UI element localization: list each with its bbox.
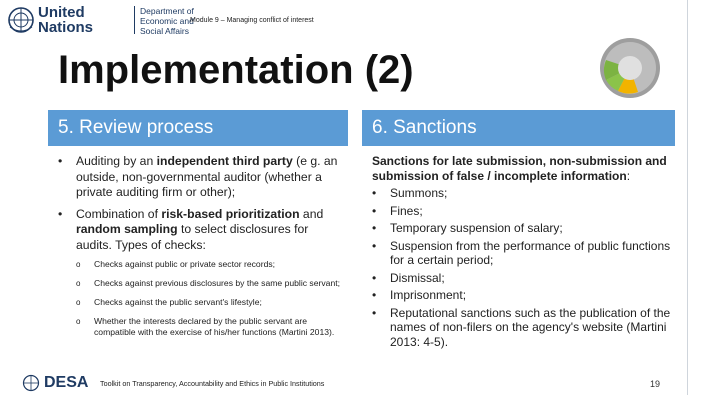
sub-bullet-icon: o [76, 279, 81, 288]
header-divider [134, 6, 135, 34]
sanction-text: Temporary suspension of salary; [390, 221, 563, 235]
page-number: 19 [650, 379, 661, 389]
dept-line-2: Economic and [140, 16, 194, 26]
un-wordmark [38, 5, 93, 35]
sanctions-content [372, 154, 672, 352]
bullet1-text-a: Auditing by an [76, 154, 157, 168]
bullet-icon: • [58, 206, 63, 221]
bullet-icon: • [372, 305, 377, 320]
sanction-text: Reputational sanctions such as the publication of the names of non-filers on the agency's website (Martini 2013: 4-5). [390, 305, 671, 349]
sanctions-heading: 6. Sanctions [362, 110, 675, 146]
review-bullet-list [56, 154, 346, 338]
list-item [56, 154, 346, 201]
sanction-text: Dismissal; [390, 270, 445, 285]
list-item [372, 221, 672, 236]
bullet-icon: • [372, 238, 377, 253]
un-emblem-icon [6, 5, 36, 35]
bullet-icon: • [372, 203, 377, 218]
sub-bullet-icon: o [76, 317, 81, 326]
org-line-1: United [38, 4, 85, 21]
list-item [372, 288, 672, 303]
module-disc-icon [598, 36, 662, 100]
check-text: Whether the interests declared by the public servant are compatible with the exercise of his/her functions (Martini 2013). [94, 316, 335, 337]
dept-line-3: Social Affairs [140, 26, 189, 36]
right-margin-rule [687, 0, 688, 395]
checks-sub-list [76, 259, 346, 338]
sub-list-item [76, 259, 346, 270]
sanctions-intro [372, 154, 672, 183]
desa-emblem-icon [22, 374, 40, 392]
list-item [372, 186, 672, 201]
list-item [56, 207, 346, 339]
sanction-text: Fines; [390, 203, 423, 218]
sub-bullet-icon: o [76, 260, 81, 269]
bullet1-bold: independent third party [156, 154, 293, 168]
bullet2-text-c: and [299, 206, 324, 221]
sanctions-list [372, 186, 672, 349]
dept-line-1: Department of [140, 6, 194, 16]
bullet-icon: • [372, 186, 377, 200]
sanction-text: Summons; [390, 186, 448, 200]
bullet-icon: • [372, 288, 377, 302]
sub-list-item [76, 316, 346, 338]
bullet2-text-e: to select disclosures for audits. Types of checks: [76, 222, 309, 252]
list-item [372, 239, 672, 268]
bullet-icon: • [58, 154, 63, 168]
check-text: Checks against the public servant's lifestyle; [94, 297, 262, 307]
module-label: Module 9 – Managing conflict of interest [190, 17, 314, 24]
bullet2-text-a: Combination of [76, 206, 162, 221]
list-item [372, 271, 672, 286]
org-line-2: Nations [38, 19, 94, 36]
sub-list-item [76, 278, 346, 289]
sanctions-intro-bold: Sanctions for late submission, non-submission and submission of false / incomplete information [372, 154, 667, 183]
check-text: Checks against previous disclosures by the same public servant; [94, 278, 340, 288]
sanction-text: Suspension from the performance of public functions for a certain period; [390, 238, 671, 267]
sub-list-item [76, 297, 346, 308]
review-process-content [56, 154, 346, 346]
list-item [372, 306, 672, 350]
bullet-icon: • [372, 221, 377, 235]
bullet2-bold-1: risk-based prioritization [161, 206, 300, 221]
bullet2-bold-2: random sampling [76, 222, 178, 236]
desa-logo-text: DESA [44, 374, 89, 391]
sanctions-intro-tail: : [626, 168, 631, 183]
footer-bar [0, 372, 720, 405]
sub-bullet-icon: o [76, 298, 81, 307]
sanction-text: Imprisonment; [390, 288, 467, 302]
review-process-heading: 5. Review process [48, 110, 348, 146]
check-text: Checks against public or private sector records; [94, 259, 276, 269]
bullet-icon: • [372, 270, 377, 285]
list-item [372, 204, 672, 219]
department-name [140, 6, 194, 36]
footer-caption: Toolkit on Transparency, Accountability and Ethics in Public Institutions [100, 379, 325, 388]
bullet1-text-c: (e g. an outside, non-governmental auditor (whether a private auditing firm or other); [76, 154, 338, 199]
slide-title: Implementation (2) [58, 48, 414, 92]
